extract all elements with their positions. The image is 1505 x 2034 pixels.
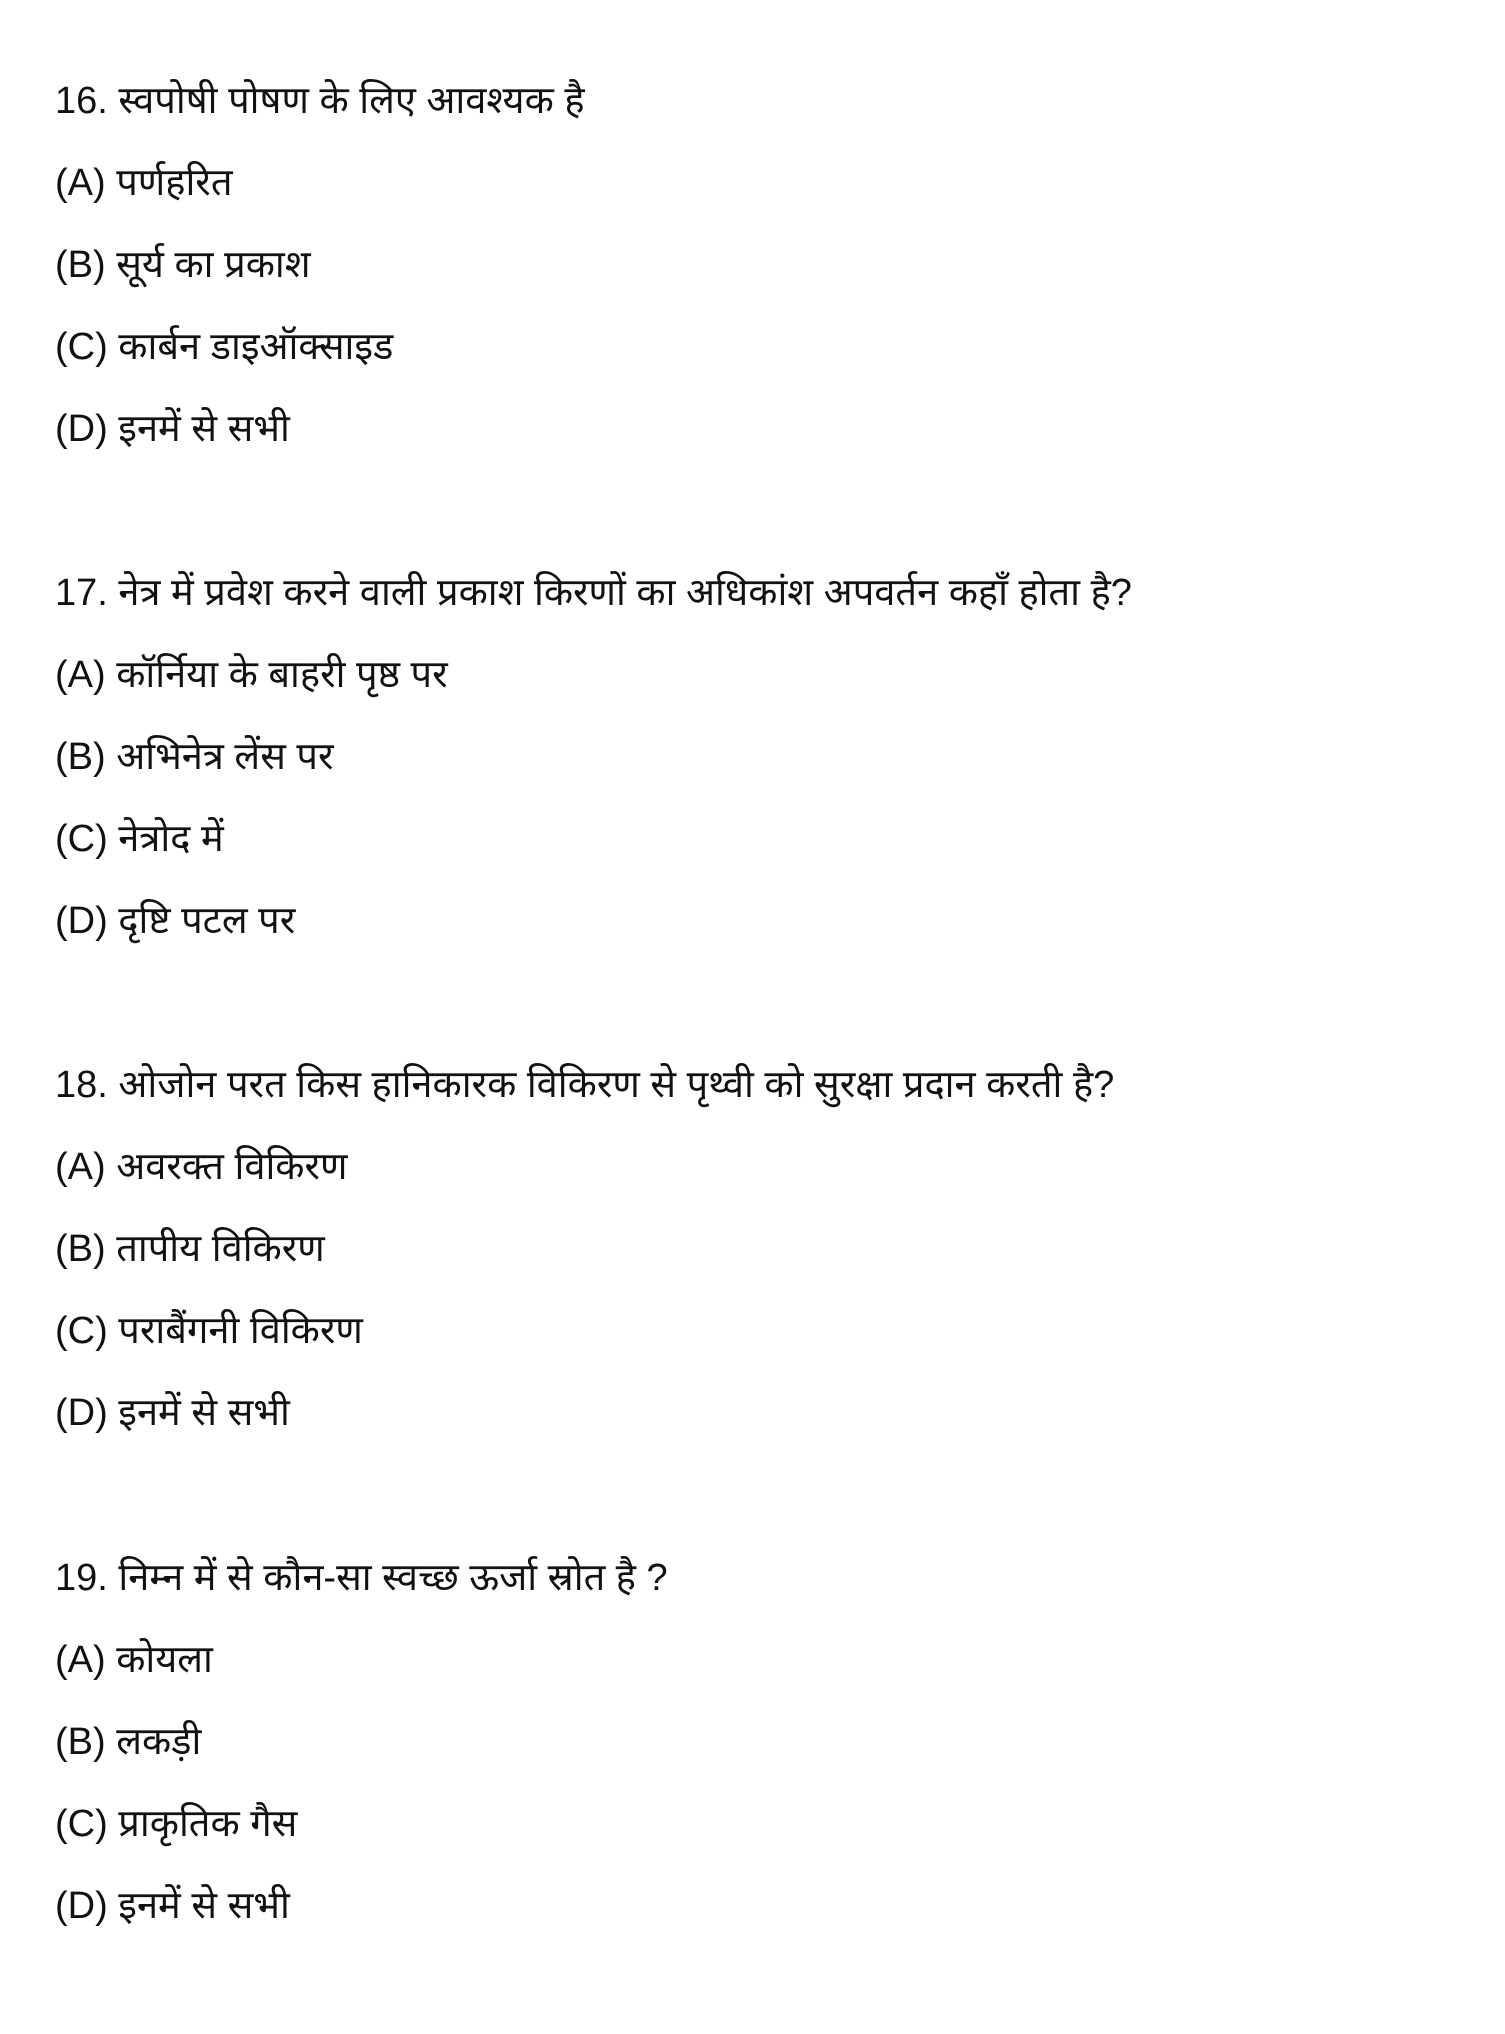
option-a: (A) अवरक्त विकिरण: [55, 1146, 348, 1188]
question-text: 17. नेत्र में प्रवेश करने वाली प्रकाश किरणों का अधिकांश अपवर्तन कहाँ होता है?: [55, 572, 1132, 614]
option-c: (C) नेत्रोद में: [55, 818, 224, 860]
option-b: (B) सूर्य का प्रकाश: [55, 244, 311, 286]
option-c: (C) कार्बन डाइऑक्साइड: [55, 326, 394, 368]
option-d: (D) इनमें से सभी: [55, 1392, 290, 1434]
option-b: (B) लकड़ी: [55, 1721, 202, 1763]
option-d: (D) इनमें से सभी: [55, 408, 290, 450]
question-text: 18. ओजोन परत किस हानिकारक विकिरण से पृथ्वी को सुरक्षा प्रदान करती है?: [55, 1064, 1115, 1106]
option-c: (C) पराबैंगनी विकिरण: [55, 1310, 363, 1352]
question-17: [55, 552, 1475, 962]
question-19: [55, 1537, 1475, 1947]
question-18: [55, 1044, 1475, 1454]
option-b: (B) अभिनेत्र लेंस पर: [55, 736, 334, 778]
question-text: 16. स्वपोषी पोषण के लिए आवश्यक है: [55, 80, 585, 122]
option-a: (A) पर्णहरित: [55, 162, 233, 204]
option-d: (D) इनमें से सभी: [55, 1885, 290, 1927]
option-a: (A) कोयला: [55, 1639, 213, 1681]
question-text: 19. निम्न में से कौन-सा स्वच्छ ऊर्जा स्रोत है ?: [55, 1557, 668, 1599]
option-c: (C) प्राकृतिक गैस: [55, 1803, 298, 1845]
option-d: (D) दृष्टि पटल पर: [55, 900, 296, 942]
option-b: (B) तापीय विकिरण: [55, 1228, 325, 1270]
option-a: (A) कॉर्निया के बाहरी पृष्ठ पर: [55, 654, 448, 696]
question-16: [55, 60, 1475, 470]
